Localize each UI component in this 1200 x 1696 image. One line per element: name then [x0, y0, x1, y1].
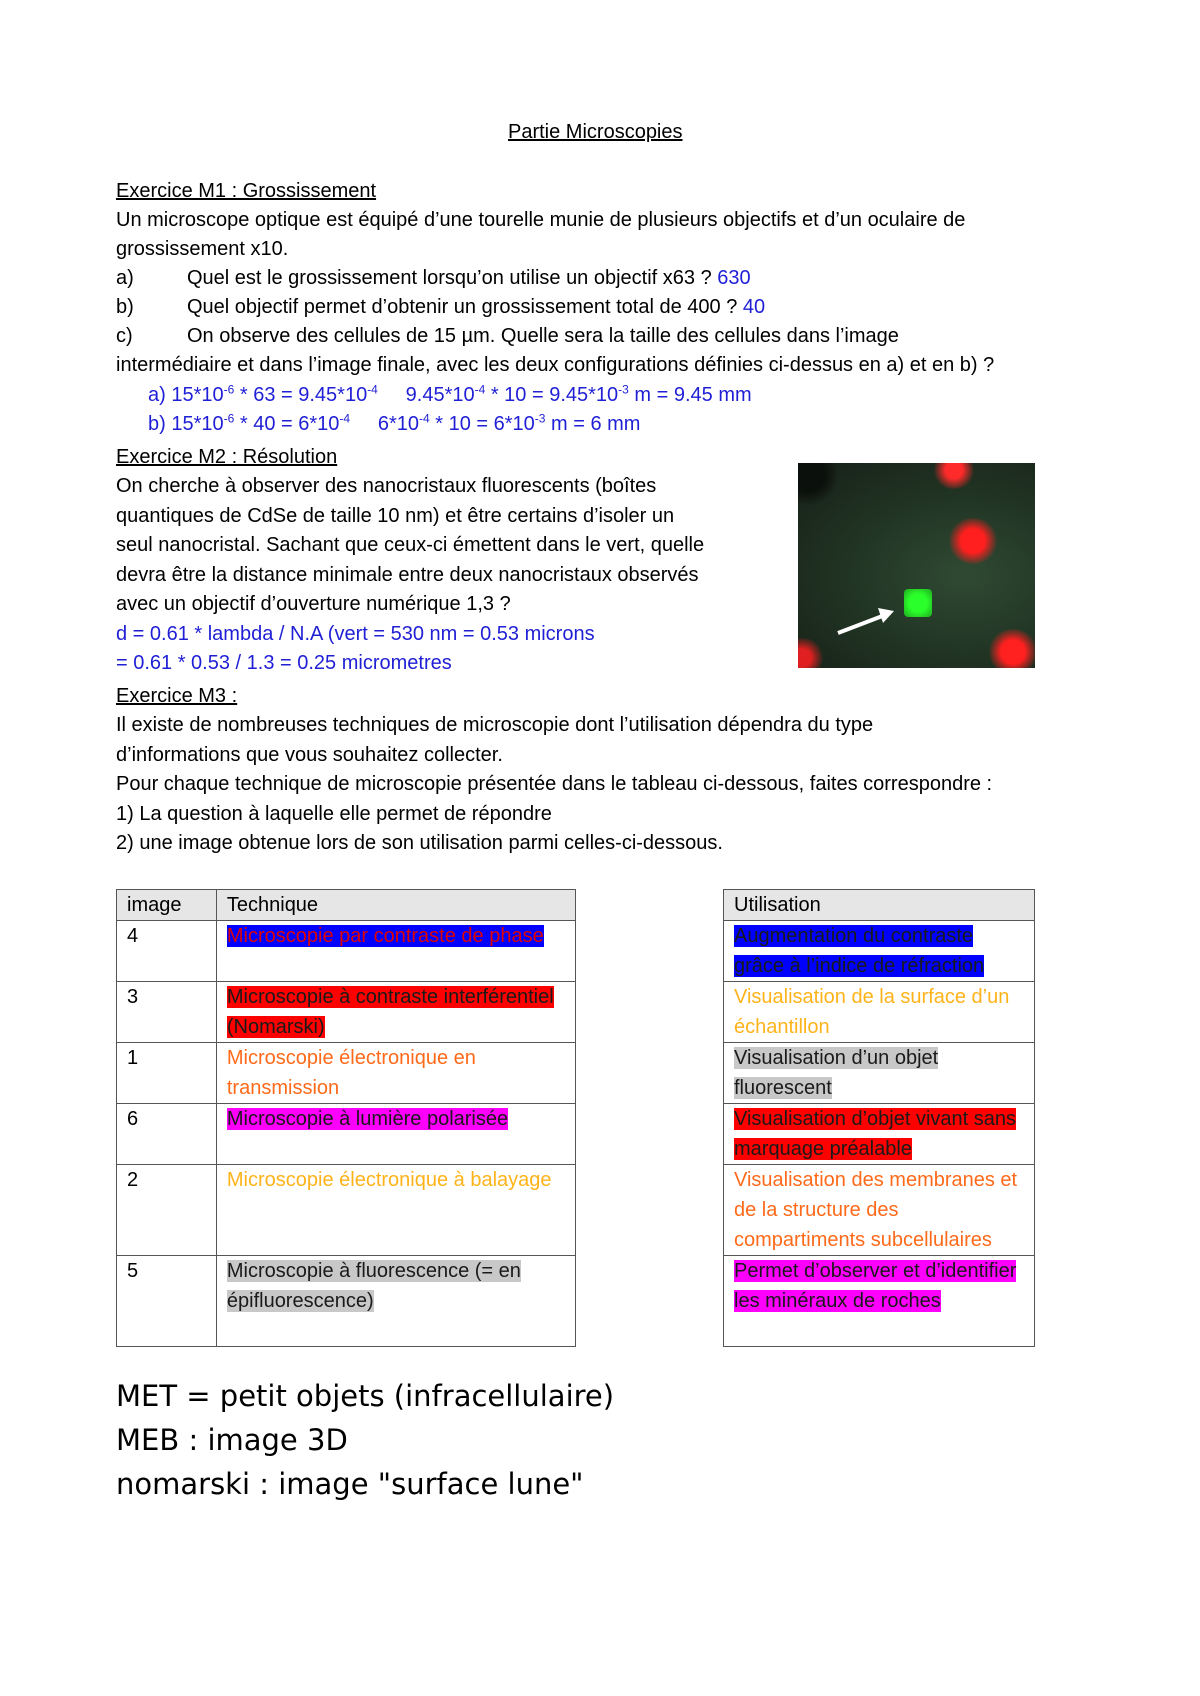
m3-line2: d’informations que vous souhaitez collecter.	[116, 744, 503, 766]
answer-a-part: a) 15*10	[148, 384, 224, 406]
m2-line1: On cherche à observer des nanocristaux fluorescents (boîtes	[116, 475, 657, 497]
table-row	[724, 921, 1035, 982]
table-row	[117, 1104, 576, 1165]
technique-text: Microscopie électronique à balayage	[226, 1169, 552, 1191]
use-cell: Permet d’observer et d’identifier les minéraux de roches	[734, 1260, 1017, 1312]
note-line1: MET = petit objets (infracellulaire)	[116, 1379, 615, 1413]
technique-cell	[227, 1108, 508, 1130]
note-line3: nomarski : image "surface lune"	[116, 1467, 584, 1501]
answer-a-part: * 10 = 9.45*10	[485, 384, 619, 406]
m1-question-a	[116, 264, 751, 293]
uses-table	[723, 889, 1035, 1347]
table-row	[117, 921, 576, 982]
table-row	[724, 1165, 1035, 1256]
table-row	[117, 1256, 576, 1347]
technique-text: Microscopie à contraste interférentiel (Nomarski)	[226, 986, 554, 1038]
header-utilisation: Utilisation	[724, 890, 1035, 921]
image-number: 5	[117, 1256, 217, 1347]
question-b-answer: 40	[742, 296, 766, 318]
question-a-answer: 630	[717, 267, 751, 289]
m1-question-c	[116, 322, 899, 351]
technique-cell	[227, 986, 554, 1038]
m2-line5: avec un objectif d’ouverture numérique 1,3 ?	[116, 593, 511, 615]
exponent: -4	[474, 382, 486, 397]
m3-line5: 2) une image obtenue lors de son utilisation parmi celles-ci-dessous.	[116, 832, 723, 854]
technique-cell	[227, 1169, 552, 1191]
use-cell: Visualisation des membranes et de la structure des compartiments subcellulaires	[734, 1169, 1018, 1251]
m3-line3: Pour chaque technique de microscopie présentée dans le tableau ci-dessous, faites correspondre :	[116, 773, 993, 795]
question-b-text: Quel objectif permet d’obtenir un grossissement total de 400 ?	[187, 296, 738, 318]
question-b-label: b)	[116, 296, 134, 318]
question-c-text: On observe des cellules de 15 µm. Quelle sera la taille des cellules dans l’image	[187, 325, 899, 347]
m1-question-b	[116, 293, 765, 322]
m2-answer1: d = 0.61 * lambda / N.A (vert = 530 nm = 0.53 microns	[116, 623, 595, 645]
m1-question-c-line2: intermédiaire et dans l’image finale, avec les deux configurations définies ci-dessus en a) et en b) ?	[116, 354, 995, 376]
m1-heading: Exercice M1 : Grossissement	[116, 180, 377, 202]
header-technique: Technique	[216, 890, 575, 921]
m1-intro-line2: grossissement x10.	[116, 238, 289, 260]
m1-intro-line1: Un microscope optique est équipé d’une tourelle munie de plusieurs objectifs et d’un oculaire de	[116, 209, 966, 231]
m1-answer-a	[148, 381, 752, 410]
table-row	[724, 1104, 1035, 1165]
table-row	[117, 982, 576, 1043]
answer-b-part: * 10 = 6*10	[429, 413, 535, 435]
m2-line3: seul nanocristal. Sachant que ceux-ci émettent dans le vert, quelle	[116, 534, 705, 556]
question-c-label: c)	[116, 325, 133, 347]
image-number: 6	[117, 1104, 217, 1165]
header-image: image	[117, 890, 217, 921]
technique-text: Microscopie par contraste de phase	[226, 925, 544, 947]
technique-cell	[227, 1047, 476, 1099]
answer-b-part: m = 6 mm	[545, 413, 641, 435]
use-cell: Visualisation d’un objet fluorescent	[734, 1047, 939, 1099]
techniques-table	[116, 889, 576, 1347]
image-number: 4	[117, 921, 217, 982]
use-cell: Visualisation de la surface d’un échantillon	[734, 986, 1010, 1038]
technique-text: Microscopie à fluorescence (= en épifluorescence)	[226, 1260, 521, 1312]
m2-line4: devra être la distance minimale entre deux nanocristaux observés	[116, 564, 699, 586]
table-row	[117, 1165, 576, 1256]
m2-heading: Exercice M2 : Résolution	[116, 446, 338, 468]
question-a-label: a)	[116, 267, 134, 289]
image-number: 2	[117, 1165, 217, 1256]
answer-b-part: b) 15*10	[148, 413, 224, 435]
use-cell: Visualisation d’objet vivant sans marquage préalable	[734, 1108, 1017, 1160]
table-row	[724, 982, 1035, 1043]
use-cell: Augmentation du contraste grâce à l’indice de réfraction	[734, 925, 985, 977]
table-row	[724, 1043, 1035, 1104]
m2-answer2: = 0.61 * 0.53 / 1.3 = 0.25 micrometres	[116, 652, 452, 674]
arrow-icon	[798, 463, 1035, 668]
exponent: -3	[534, 411, 546, 426]
table-row	[724, 1256, 1035, 1347]
fluorescence-image	[798, 463, 1035, 668]
exponent: -3	[618, 382, 629, 397]
table-row	[117, 1043, 576, 1104]
question-a-text: Quel est le grossissement lorsqu’on utilise un objectif x63 ?	[187, 267, 712, 289]
image-number: 1	[117, 1043, 217, 1104]
answer-a-part: * 63 = 9.45*10	[234, 384, 368, 406]
technique-cell	[227, 925, 544, 947]
exponent: -6	[223, 411, 235, 426]
m3-line4: 1) La question à laquelle elle permet de répondre	[116, 803, 552, 825]
m3-line1: Il existe de nombreuses techniques de microscopie dont l’utilisation dépendra du type	[116, 714, 874, 736]
answer-b-part: * 40 = 6*10	[234, 413, 340, 435]
note-line2: MEB : image 3D	[116, 1423, 348, 1457]
technique-cell	[227, 1260, 521, 1312]
m2-line2: quantiques de CdSe de taille 10 nm) et être certains d’isoler un	[116, 505, 675, 527]
exponent: -6	[223, 382, 235, 397]
exponent: -4	[367, 382, 378, 397]
m3-heading: Exercice M3 :	[116, 685, 238, 707]
technique-text: Microscopie électronique en transmission	[226, 1047, 476, 1099]
exponent: -4	[419, 411, 430, 426]
answer-b-part: 6*10	[350, 413, 419, 435]
image-number: 3	[117, 982, 217, 1043]
technique-text: Microscopie à lumière polarisée	[226, 1108, 509, 1130]
exponent: -4	[339, 411, 351, 426]
page-title: Partie Microscopies	[508, 121, 683, 143]
m1-answer-b	[148, 410, 640, 439]
answer-a-part: m = 9.45 mm	[628, 384, 752, 406]
answer-a-part: 9.45*10	[377, 384, 475, 406]
